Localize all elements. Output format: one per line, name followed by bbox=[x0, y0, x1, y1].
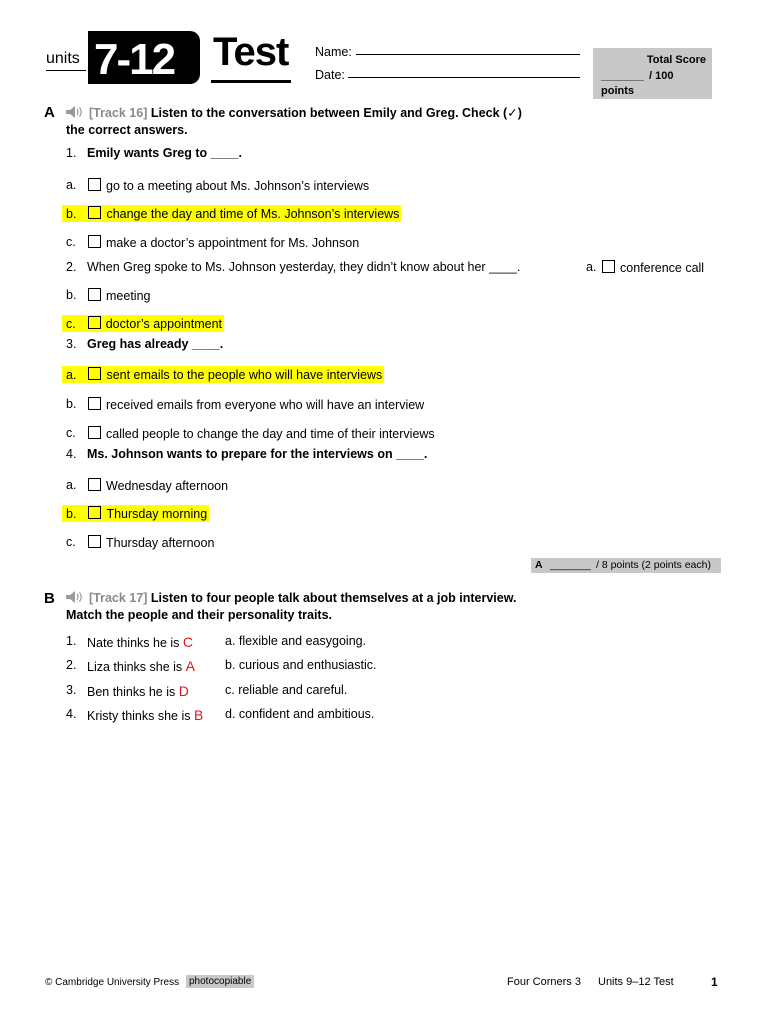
answer-option[interactable]: meeting bbox=[88, 288, 150, 303]
question-number: 2. bbox=[66, 260, 77, 274]
item-answer[interactable]: C bbox=[182, 634, 194, 650]
answer-option[interactable]: make a doctor’s appointment for Ms. Johnson bbox=[88, 235, 359, 250]
score-bar-blank[interactable]: _______ bbox=[550, 559, 591, 571]
section-b-letter: B bbox=[44, 590, 55, 607]
checkbox[interactable] bbox=[602, 260, 615, 273]
test-title: Test bbox=[213, 30, 289, 74]
section-a-letter: A bbox=[44, 104, 55, 121]
checkbox[interactable] bbox=[88, 506, 101, 519]
checkbox[interactable] bbox=[88, 426, 101, 439]
score-bar-text: / 8 points (2 points each) bbox=[596, 559, 711, 571]
total-score-title: Total Score bbox=[646, 54, 706, 66]
item-number: 3. bbox=[66, 683, 77, 697]
section-a-track: [Track 16] bbox=[89, 106, 148, 120]
answer-option-highlighted[interactable]: a. sent emails to the people who will have interviews bbox=[62, 366, 384, 383]
question-stem: Ms. Johnson wants to prepare for the interviews on ____. bbox=[87, 447, 428, 461]
checkbox[interactable] bbox=[88, 178, 101, 191]
question-number: 4. bbox=[66, 447, 77, 461]
answer-option[interactable]: go to a meeting about Ms. Johnson’s interviews bbox=[88, 178, 369, 193]
trait-option: c. reliable and careful. bbox=[225, 683, 348, 697]
test-title-underline bbox=[211, 80, 291, 83]
checkbox[interactable] bbox=[88, 478, 101, 491]
option-letter: b. bbox=[66, 397, 77, 411]
question-stem: Greg has already ____. bbox=[87, 337, 224, 351]
total-score-blank[interactable]: _______ bbox=[601, 70, 644, 82]
option-letter: a. bbox=[66, 178, 77, 192]
date-label: Date: bbox=[315, 68, 345, 82]
option-letter: b. bbox=[66, 207, 77, 221]
section-a-instruction: [Track 16] Listen to the conversation between Emily and Greg. Check (✓) bbox=[66, 105, 522, 120]
footer-copyright: © Cambridge University Press bbox=[45, 977, 180, 988]
answer-option[interactable]: called people to change the day and time of their interviews bbox=[88, 426, 435, 441]
option-letter: c. bbox=[66, 426, 76, 440]
footer-book: Four Corners 3 bbox=[507, 976, 581, 988]
section-a-instruction-text: Listen to the conversation between Emily and Greg. Check ( bbox=[150, 106, 508, 120]
trait-option: b. curious and enthusiastic. bbox=[225, 658, 377, 672]
section-b-track: [Track 17] bbox=[89, 591, 148, 605]
option-letter: c. bbox=[66, 317, 76, 331]
item-answer[interactable]: B bbox=[194, 707, 204, 723]
checkbox[interactable] bbox=[88, 288, 101, 301]
question-number: 3. bbox=[66, 337, 77, 351]
option-letter: a. bbox=[66, 368, 77, 382]
item-number: 2. bbox=[66, 658, 77, 672]
photocopiable-badge: photocopiable bbox=[186, 975, 254, 988]
trait-option: a. flexible and easygoing. bbox=[225, 634, 367, 648]
checkbox[interactable] bbox=[88, 397, 101, 410]
total-score-denominator: / 100 bbox=[649, 70, 674, 82]
item-answer[interactable]: D bbox=[178, 683, 189, 699]
answer-option[interactable]: received emails from everyone who will have an interview bbox=[88, 397, 424, 412]
option-letter: c. bbox=[66, 235, 76, 249]
checkbox[interactable] bbox=[88, 206, 101, 219]
option-letter: b. bbox=[66, 288, 77, 302]
option-letter: b. bbox=[66, 507, 77, 521]
units-range-block bbox=[88, 31, 200, 84]
question-stem: When Greg spoke to Ms. Johnson yesterday, they didn’t know about her ____. bbox=[87, 260, 521, 274]
answer-option-highlighted[interactable]: b. Thursday morning bbox=[62, 505, 209, 522]
checkbox[interactable] bbox=[88, 235, 101, 248]
answer-option-highlighted[interactable]: b. change the day and time of Ms. Johnson’s interviews bbox=[62, 205, 401, 222]
item-prompt: Nate thinks he is C bbox=[87, 634, 194, 650]
option-letter: a. bbox=[66, 478, 77, 492]
option-letter: c. bbox=[66, 535, 76, 549]
item-number: 4. bbox=[66, 707, 77, 721]
item-prompt: Liza thinks she is A bbox=[87, 658, 196, 674]
option-letter: a. bbox=[586, 260, 597, 274]
section-b-instruction bbox=[66, 591, 516, 605]
question-stem: Emily wants Greg to ____. bbox=[87, 146, 242, 160]
item-prompt: Kristy thinks she is B bbox=[87, 707, 204, 723]
check-mark-icon: ✓ bbox=[507, 106, 518, 120]
page-number: 1 bbox=[711, 975, 718, 989]
item-number: 1. bbox=[66, 634, 77, 648]
answer-option[interactable]: conference call bbox=[602, 260, 704, 275]
answer-option[interactable]: Wednesday afternoon bbox=[88, 478, 228, 493]
speaker-icon bbox=[66, 106, 86, 118]
section-b-instruction-line2: Match the people and their personality traits. bbox=[66, 608, 333, 622]
units-underline bbox=[46, 70, 86, 71]
date-field[interactable] bbox=[348, 77, 580, 78]
units-label: units bbox=[46, 50, 80, 67]
units-range: 7-12 bbox=[94, 35, 175, 84]
item-prompt: Ben thinks he is D bbox=[87, 683, 189, 699]
name-field[interactable] bbox=[356, 54, 580, 55]
checkbox[interactable] bbox=[88, 367, 101, 380]
total-score-unit: points bbox=[601, 85, 634, 97]
section-b-instruction-text: Listen to four people talk about themselves at a job interview. bbox=[150, 591, 517, 605]
name-label: Name: bbox=[315, 45, 352, 59]
answer-option[interactable]: Thursday afternoon bbox=[88, 535, 214, 550]
speaker-icon bbox=[66, 591, 86, 603]
checkbox[interactable] bbox=[88, 535, 101, 548]
footer-test-name: Units 9–12 Test bbox=[598, 976, 674, 988]
score-bar-letter: A bbox=[535, 559, 543, 571]
checkbox[interactable] bbox=[88, 316, 101, 329]
question-number: 1. bbox=[66, 146, 77, 160]
section-a-score-bar bbox=[531, 558, 721, 573]
section-a-instruction-line2: the correct answers. bbox=[66, 123, 188, 137]
answer-option-highlighted[interactable]: c. doctor’s appointment bbox=[62, 315, 224, 332]
total-score-box bbox=[593, 48, 712, 99]
trait-option: d. confident and ambitious. bbox=[225, 707, 375, 721]
item-answer[interactable]: A bbox=[185, 658, 196, 674]
